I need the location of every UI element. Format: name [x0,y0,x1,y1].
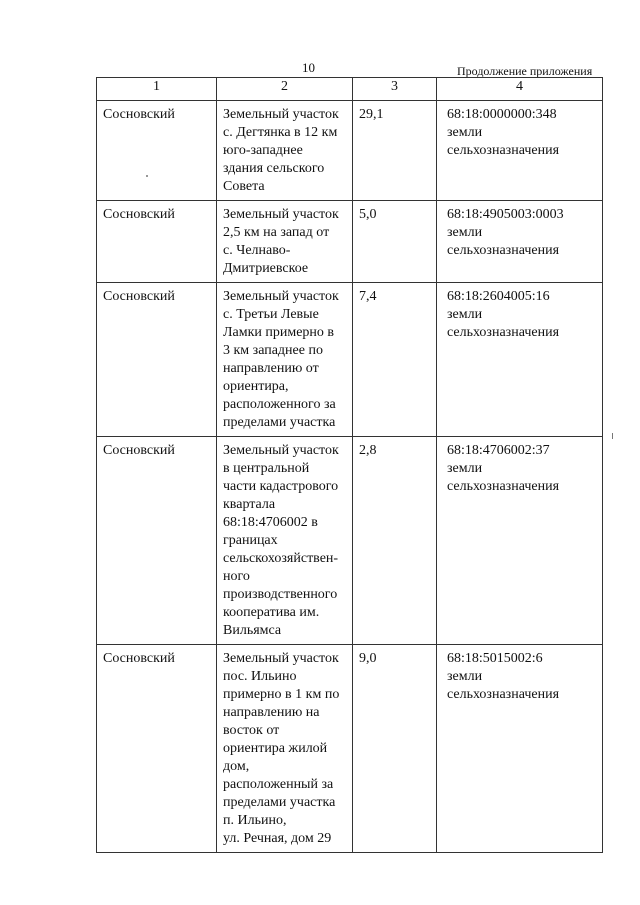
table-row [97,645,603,853]
page-number: 10 [302,60,315,75]
column-header: 2 [217,78,353,101]
district-cell: Сосновский [97,101,217,201]
description-cell: Земельный участок в центральной части кадастрового квартала 68:18:4706002 в границах сельскохозяйствен- ного производственного кооператива им. Вильямса [217,437,353,645]
district-cell: Сосновский [97,201,217,283]
land-plots-table [96,77,603,853]
cadastral-cell: 68:18:0000000:348 земли сельхозназначения [437,101,603,201]
area-cell: 5,0 [353,201,437,283]
cadastral-cell: 68:18:2604005:16 земли сельхозназначения [437,283,603,437]
scan-artifact [612,433,613,439]
cadastral-cell: 68:18:5015002:6 земли сельхозназначения [437,645,603,853]
column-header: 3 [353,78,437,101]
description-cell: Земельный участок пос. Ильино примерно в 1 км по направлению на восток от ориентира жилой дом, расположенный за пределами участка п. Ильино, ул. Речная, дом 29 [217,645,353,853]
district-cell: Сосновский [97,283,217,437]
table-row [97,437,603,645]
area-cell: 7,4 [353,283,437,437]
table-row [97,101,603,201]
description-cell: Земельный участок 2,5 км на запад от с. Челнаво- Дмитриевское [217,201,353,283]
district-cell: Сосновский [97,437,217,645]
table-row [97,283,603,437]
area-cell: 29,1 [353,101,437,201]
table-row [97,201,603,283]
table-header-row [97,78,603,101]
cadastral-cell: 68:18:4905003:0003 земли сельхозназначения [437,201,603,283]
area-cell: 9,0 [353,645,437,853]
district-cell: Сосновский [97,645,217,853]
column-header: 1 [97,78,217,101]
cadastral-cell: 68:18:4706002:37 земли сельхозназначения [437,437,603,645]
continuation-label: Продолжение приложения [457,64,593,78]
area-cell: 2,8 [353,437,437,645]
description-cell: Земельный участок с. Третьи Левые Ламки примерно в 3 км западнее по направлению от ориентира, расположенного за пределами участка [217,283,353,437]
description-cell: Земельный участок с. Дегтянка в 12 км юго-западнее здания сельского Совета [217,101,353,201]
column-header: 4 [437,78,603,101]
